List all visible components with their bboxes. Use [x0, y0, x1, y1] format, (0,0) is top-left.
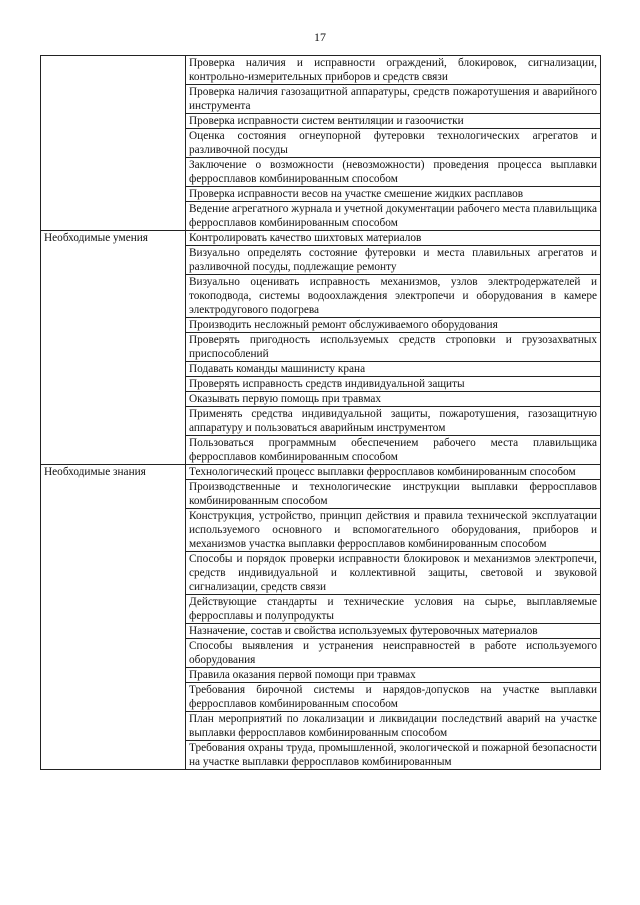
requirement-item: Визуально определять состояние футеровки и места плавильных агрегатов и разливочной посуды, подлежащие ремонту: [186, 246, 601, 275]
requirement-item: Производственные и технологические инструкции выплавки ферросплавов комбинированным способом: [186, 480, 601, 509]
requirement-item: Требования охраны труда, промышленной, экологической и пожарной безопасности на участке выплавки ферросплавов комбинированным: [186, 741, 601, 770]
page-number: 17: [314, 30, 326, 44]
requirement-item: Технологический процесс выплавки ферросплавов комбинированным способом: [186, 465, 601, 480]
requirement-item: Визуально оценивать исправность механизмов, узлов электродержателей и токоподвода, системы водоохлаждения электропечи и оборудования в камере электродугового подогрева: [186, 275, 601, 318]
requirement-item: Действующие стандарты и технические условия на сырье, выплавляемые ферросплавы и полупродукты: [186, 595, 601, 624]
requirement-item: Оценка состояния огнеупорной футеровки технологических агрегатов и разливочной посуды: [186, 129, 601, 158]
requirement-item: Проверка наличия и исправности ограждений, блокировок, сигнализации, контрольно-измерительных приборов и средств связи: [186, 56, 601, 85]
requirement-item: Способы и порядок проверки исправности блокировок и механизмов электропечи, средств индивидуальной и коллективной защиты, световой и звуковой сигнализации, средств связи: [186, 552, 601, 595]
requirement-item: План мероприятий по локализации и ликвидации последствий аварий на участке выплавки ферросплавов комбинированным способом: [186, 712, 601, 741]
table-row: [41, 56, 601, 85]
requirement-item: Назначение, состав и свойства используемых футеровочных материалов: [186, 624, 601, 639]
section-label: Необходимые умения: [41, 231, 186, 465]
requirement-item: Применять средства индивидуальной защиты, пожаротушения, газозащитную аппаратуру и пользоваться аварийным инструментом: [186, 407, 601, 436]
requirement-item: Заключение о возможности (невозможности) проведения процесса выплавки ферросплавов комбинированным способом: [186, 158, 601, 187]
requirement-item: Проверять исправность средств индивидуальной защиты: [186, 377, 601, 392]
table-row: [41, 465, 601, 480]
requirement-item: Подавать команды машинисту крана: [186, 362, 601, 377]
requirement-item: Требования бирочной системы и нарядов-допусков на участке выплавки ферросплавов комбинированным способом: [186, 683, 601, 712]
requirement-item: Проверка исправности весов на участке смешение жидких расплавов: [186, 187, 601, 202]
requirement-item: Проверка исправности систем вентиляции и газоочистки: [186, 114, 601, 129]
requirement-item: Проверка наличия газозащитной аппаратуры, средств пожаротушения и аварийного инструмента: [186, 85, 601, 114]
requirements-table: [40, 55, 601, 770]
section-label: [41, 56, 186, 231]
requirement-item: Способы выявления и устранения неисправностей в работе используемого оборудования: [186, 639, 601, 668]
requirement-item: Ведение агрегатного журнала и учетной документации рабочего места плавильщика ферросплавов комбинированным способом: [186, 202, 601, 231]
requirement-item: Пользоваться программным обеспечением рабочего места плавильщика ферросплавов комбинированным способом: [186, 436, 601, 465]
requirement-item: Правила оказания первой помощи при травмах: [186, 668, 601, 683]
section-label: Необходимые знания: [41, 465, 186, 770]
requirement-item: Производить несложный ремонт обслуживаемого оборудования: [186, 318, 601, 333]
requirement-item: Проверять пригодность используемых средств строповки и грузозахватных приспособлений: [186, 333, 601, 362]
table-row: [41, 231, 601, 246]
requirement-item: Контролировать качество шихтовых материалов: [186, 231, 601, 246]
requirement-item: Оказывать первую помощь при травмах: [186, 392, 601, 407]
requirement-item: Конструкция, устройство, принцип действия и правила технической эксплуатации используемого основного и вспомогательного оборудования, приборов и механизмов участка выплавки ферросплавов комбинированным способом: [186, 509, 601, 552]
